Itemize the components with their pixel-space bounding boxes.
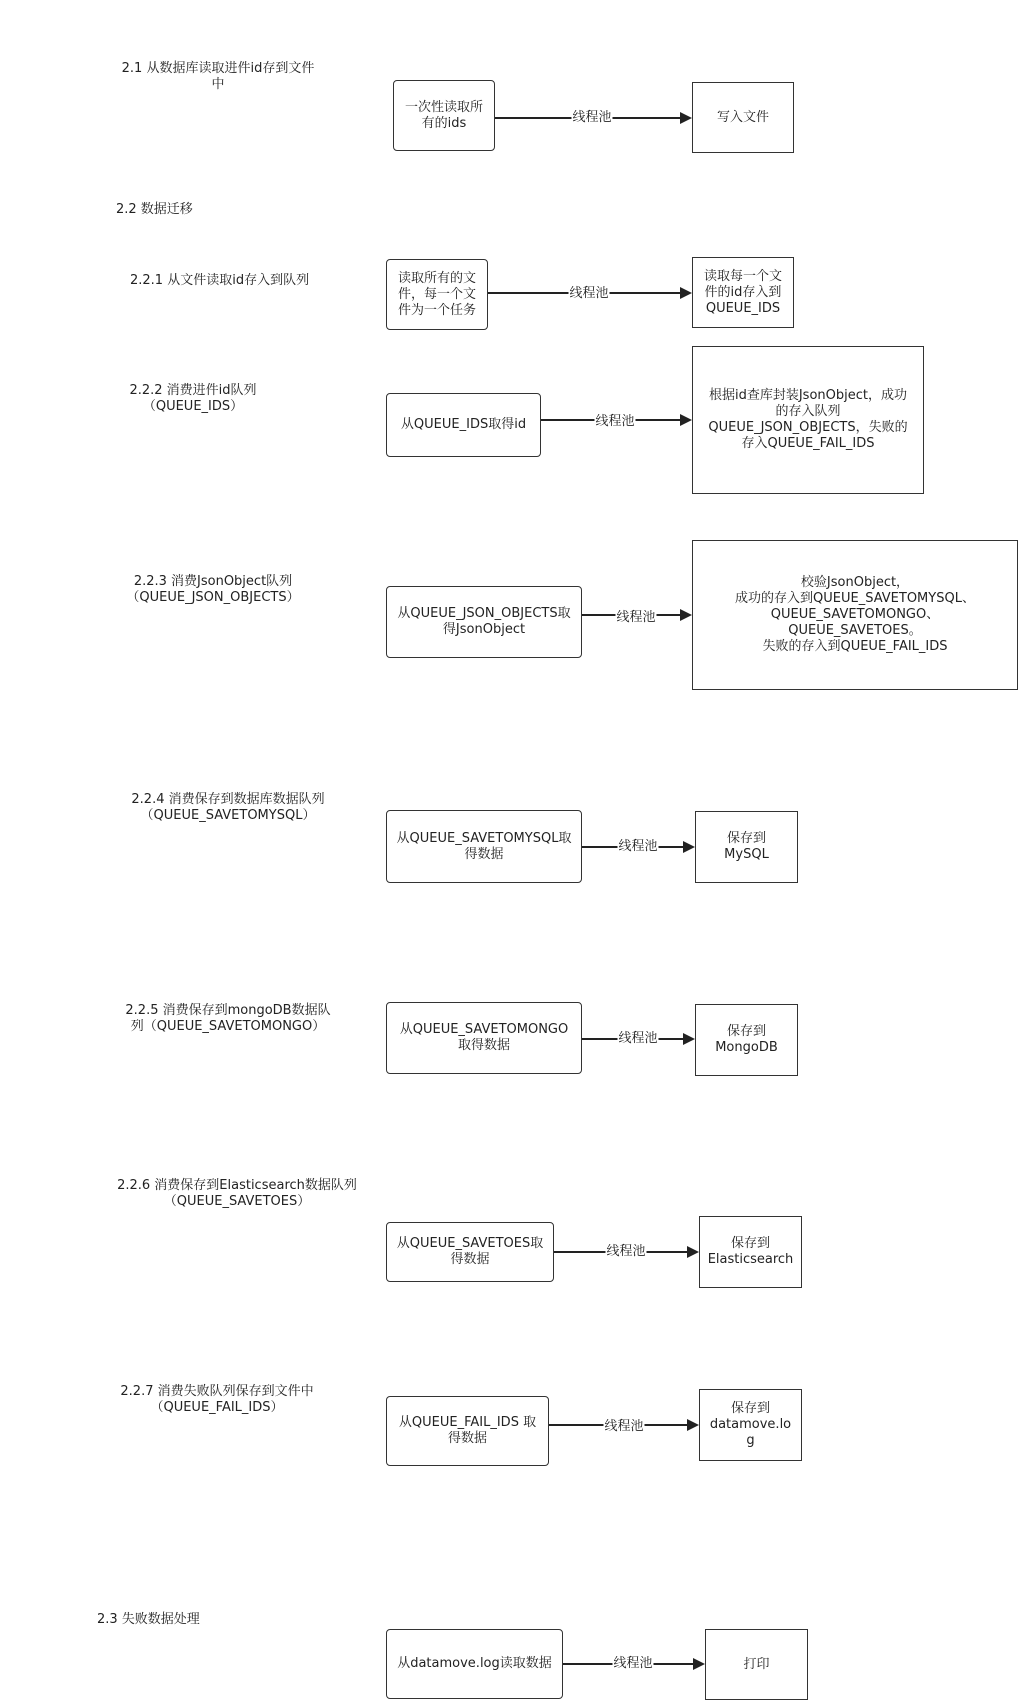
heading-2-2-5: 2.2.5 消费保存到mongoDB数据队 列（QUEUE_SAVETOMONGO） <box>125 1003 331 1034</box>
flow-source-box: 从QUEUE_FAIL_IDS 取 得数据 <box>386 1396 549 1466</box>
flow-source-box: 从datamove.log读取数据 <box>386 1629 563 1699</box>
flow-source-box: 从QUEUE_IDS取得id <box>386 393 541 457</box>
flow-target-box: 保存到 MongoDB <box>695 1004 798 1076</box>
heading-2-2-7: 2.2.7 消费失败队列保存到文件中 （QUEUE_FAIL_IDS） <box>120 1384 314 1415</box>
heading-2-2-2: 2.2.2 消费进件id队列 （QUEUE_IDS） <box>129 383 257 414</box>
flow-target-box: 保存到 datamove.lo g <box>699 1389 802 1461</box>
flow-arrow-label: 线程池 <box>604 1419 644 1434</box>
flow-source-box: 从QUEUE_SAVETOMYSQL取 得数据 <box>386 810 582 883</box>
flow-arrow-label: 线程池 <box>613 1656 653 1671</box>
flow-source-box: 从QUEUE_SAVETOES取 得数据 <box>386 1222 554 1282</box>
heading-2-2: 2.2 数据迁移 <box>116 202 193 217</box>
flow-source-box: 从QUEUE_SAVETOMONGO 取得数据 <box>386 1002 582 1074</box>
flow-target-box: 保存到 Elasticsearch <box>699 1216 802 1288</box>
flow-target-box: 保存到 MySQL <box>695 811 798 883</box>
flow-target-box: 校验JsonObject， 成功的存入到QUEUE_SAVETOMYSQL、 QUEUE_SAVETOMONGO、 QUEUE_SAVETOES。 失败的存入到QUEUE_FAIL_IDS <box>692 540 1018 690</box>
flow-arrow-label: 线程池 <box>616 610 656 625</box>
flow-arrow-label: 线程池 <box>618 1031 658 1046</box>
flow-source-box: 从QUEUE_JSON_OBJECTS取 得JsonObject <box>386 586 582 658</box>
heading-2-3: 2.3 失败数据处理 <box>97 1612 200 1627</box>
flow-arrow-label: 线程池 <box>618 839 658 854</box>
heading-2-2-6: 2.2.6 消费保存到Elasticsearch数据队列 （QUEUE_SAVETOES） <box>117 1178 357 1209</box>
heading-2-2-1: 2.2.1 从文件读取id存入到队列 <box>130 273 310 288</box>
heading-2-2-4: 2.2.4 消费保存到数据库数据队列 （QUEUE_SAVETOMYSQL） <box>131 792 325 823</box>
flow-arrow-label: 线程池 <box>595 414 635 429</box>
flow-arrow-label: 线程池 <box>569 286 609 301</box>
flow-source-box: 读取所有的文 件，每一个文 件为一个任务 <box>386 259 488 330</box>
flow-target-box: 打印 <box>705 1629 808 1700</box>
flow-source-box: 一次性读取所 有的ids <box>393 80 495 151</box>
flow-target-box: 写入文件 <box>692 82 794 153</box>
heading-2-2-3: 2.2.3 消费JsonObject队列 （QUEUE_JSON_OBJECTS） <box>126 574 300 605</box>
flow-target-box: 读取每一个文 件的id存入到 QUEUE_IDS <box>692 257 794 328</box>
heading-2-1: 2.1 从数据库读取进件id存到文件 中 <box>121 61 315 92</box>
flow-arrow-label: 线程池 <box>572 110 612 125</box>
flow-target-box: 根据id查库封装JsonObject，成功 的存入队列 QUEUE_JSON_OBJECTS，失败的 存入QUEUE_FAIL_IDS <box>692 346 924 494</box>
flow-arrow-label: 线程池 <box>606 1244 646 1259</box>
